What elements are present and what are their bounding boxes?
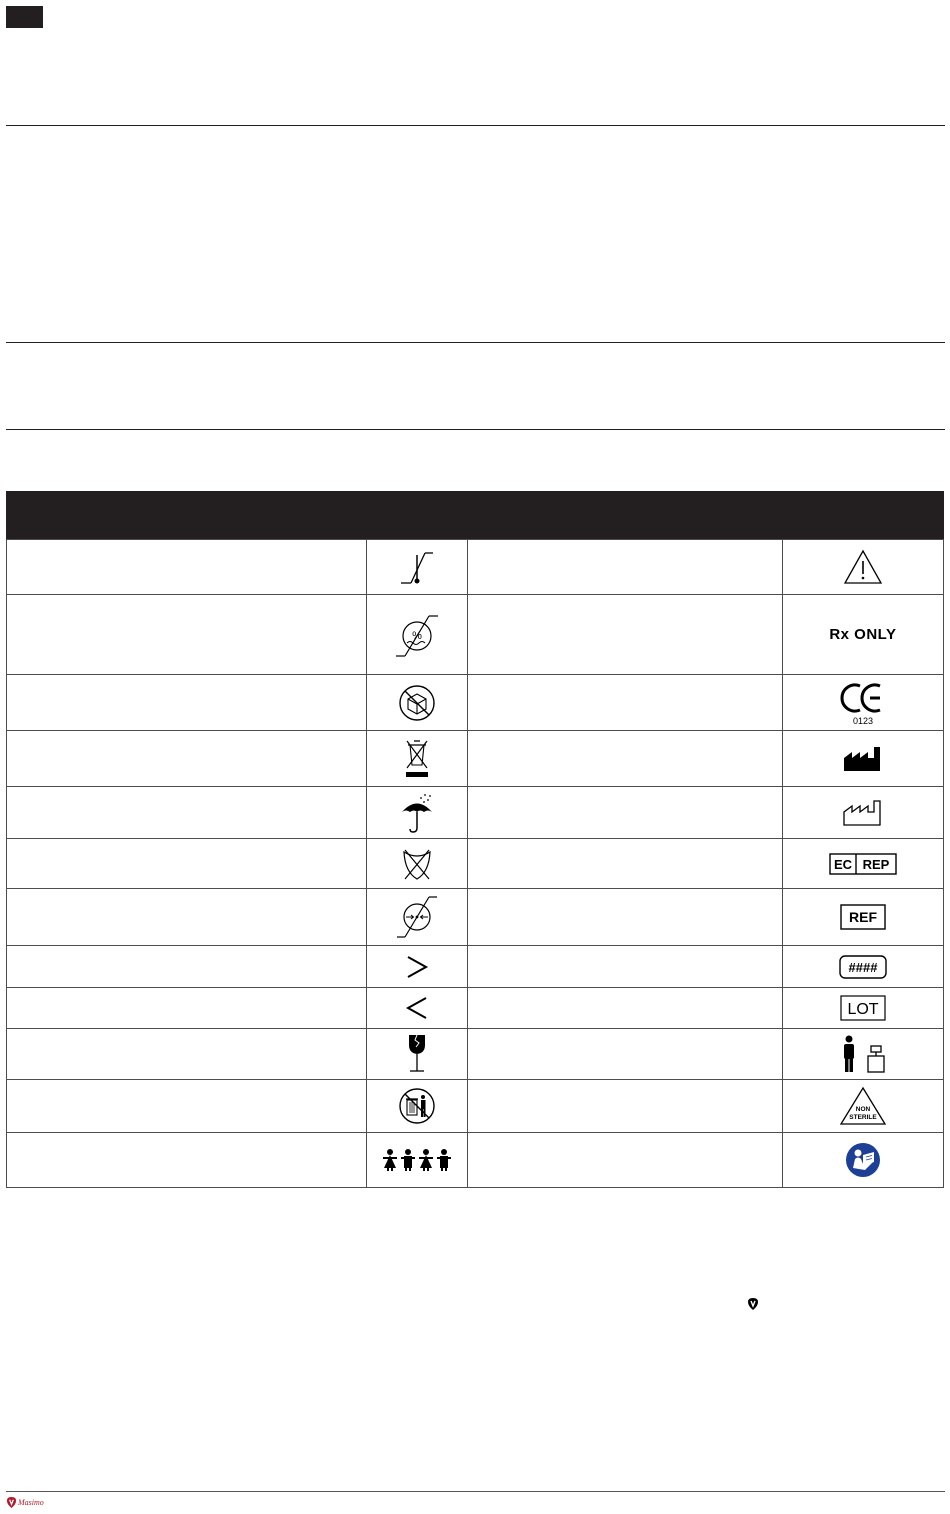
caution-icon (843, 549, 883, 585)
date-of-manufacture-icon (843, 800, 883, 826)
symbol-cell (782, 988, 943, 1029)
ec-label: EC (833, 856, 852, 872)
symbol-description-cell (468, 946, 782, 988)
symbol-description-cell (7, 1080, 367, 1133)
symbol-description-cell (468, 540, 782, 595)
symbol-description-cell (7, 1029, 367, 1080)
logo-text: Masimo (18, 1497, 44, 1507)
symbol-cell (367, 1133, 468, 1188)
table-row (7, 889, 944, 946)
ref-icon (840, 904, 886, 930)
less-than-icon (403, 994, 431, 1022)
table-row (7, 1080, 944, 1133)
symbol-description-cell (7, 1133, 367, 1188)
symbols-table (6, 539, 944, 1188)
symbol-cell (782, 540, 943, 595)
symbol-description-cell (7, 787, 367, 839)
section-divider-middle (6, 342, 945, 343)
symbol-cell (782, 595, 943, 675)
children-icon (382, 1148, 452, 1172)
humidity-limit-icon (393, 610, 441, 660)
symbol-description-cell (468, 731, 782, 787)
manufacturer-icon (843, 746, 883, 772)
symbol-description-cell (468, 787, 782, 839)
masimo-mark-icon (747, 1297, 759, 1311)
symbol-cell (782, 946, 943, 988)
symbol-cell (367, 946, 468, 988)
symbol-description-cell (7, 595, 367, 675)
table-row (7, 675, 944, 731)
table-row (7, 946, 944, 988)
table-row (7, 1133, 944, 1188)
symbol-cell (782, 731, 943, 787)
rep-label: REP (862, 856, 890, 872)
symbol-description-cell (468, 988, 782, 1029)
atmospheric-pressure-icon (394, 893, 440, 941)
ce-mark-icon (838, 680, 888, 726)
fragile-icon (404, 1033, 430, 1075)
symbol-description-cell (468, 1029, 782, 1080)
temperature-limit-icon (397, 547, 437, 587)
symbol-cell (367, 595, 468, 675)
symbol-cell (782, 1080, 943, 1133)
greater-than-icon (403, 953, 431, 981)
rx-only-icon: Rx ONLY (829, 625, 897, 643)
symbol-cell (782, 839, 943, 889)
symbol-cell (367, 540, 468, 595)
symbol-cell (782, 1133, 943, 1188)
symbol-cell (782, 675, 943, 731)
section-divider-top (6, 125, 945, 126)
symbol-description-cell (468, 839, 782, 889)
serial-number-icon (839, 955, 887, 979)
symbol-description-cell (468, 675, 782, 731)
symbols-table-header (6, 491, 944, 539)
symbol-description-cell (7, 988, 367, 1029)
symbol-description-cell (468, 1080, 782, 1133)
keep-dry-icon (399, 792, 435, 834)
symbol-description-cell (7, 675, 367, 731)
table-row (7, 988, 944, 1029)
serial-label: #### (848, 959, 878, 975)
masimo-logo (6, 1494, 44, 1510)
sterile-label: STERILE (849, 1114, 877, 1121)
patient-weight-icon (835, 1034, 891, 1074)
symbol-cell (367, 731, 468, 787)
symbol-cell (367, 1029, 468, 1080)
symbol-cell (367, 1080, 468, 1133)
ref-label: REF (848, 909, 877, 925)
ec-rep-icon (829, 853, 897, 875)
svg-text:%: % (412, 629, 423, 642)
symbol-cell (367, 988, 468, 1029)
symbol-cell (367, 787, 468, 839)
ce-number: 0123 (852, 715, 873, 726)
section-divider-bottom (6, 429, 945, 430)
symbol-description-cell (468, 889, 782, 946)
symbol-description-cell (468, 595, 782, 675)
symbol-description-cell (468, 1133, 782, 1188)
footer-divider (6, 1491, 945, 1492)
symbol-cell (782, 889, 943, 946)
table-row (7, 595, 944, 675)
non-label: NON (855, 1106, 871, 1113)
symbol-description-cell (7, 889, 367, 946)
symbol-cell (367, 675, 468, 731)
no-latex-icon (399, 846, 435, 882)
symbol-description-cell (7, 731, 367, 787)
masimo-logo-icon (6, 1496, 17, 1509)
table-row (7, 1029, 944, 1080)
symbol-cell (782, 1029, 943, 1080)
do-not-use-if-damaged-icon (397, 683, 437, 723)
symbol-cell (782, 787, 943, 839)
table-row (7, 839, 944, 889)
symbol-description-cell (7, 839, 367, 889)
symbol-cell (367, 889, 468, 946)
symbol-description-cell (7, 540, 367, 595)
lot-icon (840, 995, 886, 1021)
weee-bin-icon (402, 737, 432, 781)
language-tab (6, 6, 43, 28)
table-row (7, 540, 944, 595)
instructions-icon (845, 1142, 881, 1178)
table-row (7, 787, 944, 839)
recycle-bin-person-icon (397, 1086, 437, 1126)
symbol-cell (367, 839, 468, 889)
table-row (7, 731, 944, 787)
lot-label: LOT (847, 1001, 879, 1018)
non-sterile-icon (839, 1086, 887, 1126)
symbol-description-cell (7, 946, 367, 988)
